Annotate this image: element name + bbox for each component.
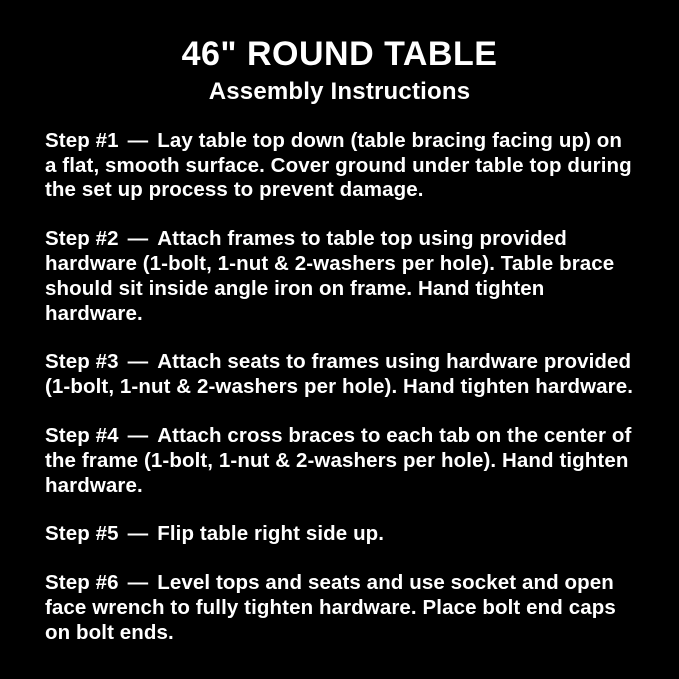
step-4-label: Step #4 <box>45 423 119 447</box>
page-subtitle: Assembly Instructions <box>208 78 471 106</box>
step-6 <box>45 571 639 645</box>
step-2 <box>45 227 639 326</box>
step-2-text: Attach frames to table top using provided hardware (1-bolt, 1-nut & 2-washers per hole). Table brace should sit inside angle iron on frame. Hand tighten hardware. <box>45 227 615 325</box>
header <box>0 0 679 106</box>
step-5-separator: — <box>127 522 149 546</box>
step-3-text: Attach seats to frames using hardware provided (1-bolt, 1-nut & 2-washers per hole). Hand tighten hardware. <box>45 350 634 399</box>
step-1-label: Step #1 <box>45 128 119 152</box>
step-1 <box>45 129 639 203</box>
step-4-text: Attach cross braces to each tab on the center of the frame (1-bolt, 1-nut & 2-washers per hole). Hand tighten hardware. <box>45 423 632 497</box>
step-4-separator: — <box>127 423 149 447</box>
step-3 <box>45 350 639 400</box>
step-6-separator: — <box>127 571 149 595</box>
step-6-text: Level tops and seats and use socket and open face wrench to fully tighten hardware. Place bolt end caps on bolt ends. <box>45 571 616 644</box>
step-1-text: Lay table top down (table bracing facing up) on a flat, smooth surface. Cover ground under table top during the set up process to prevent damage. <box>45 128 632 202</box>
step-1-separator: — <box>127 128 149 152</box>
page-title: 46" ROUND TABLE <box>181 35 498 73</box>
step-4 <box>45 424 639 498</box>
step-3-separator: — <box>127 350 149 374</box>
step-6-label: Step #6 <box>45 571 119 595</box>
step-5 <box>45 522 639 547</box>
step-2-label: Step #2 <box>45 227 119 251</box>
step-5-text: Flip table right side up. <box>157 522 385 546</box>
step-3-label: Step #3 <box>45 350 119 374</box>
steps-list <box>0 106 679 646</box>
step-2-separator: — <box>127 227 149 251</box>
step-5-label: Step #5 <box>45 522 119 546</box>
